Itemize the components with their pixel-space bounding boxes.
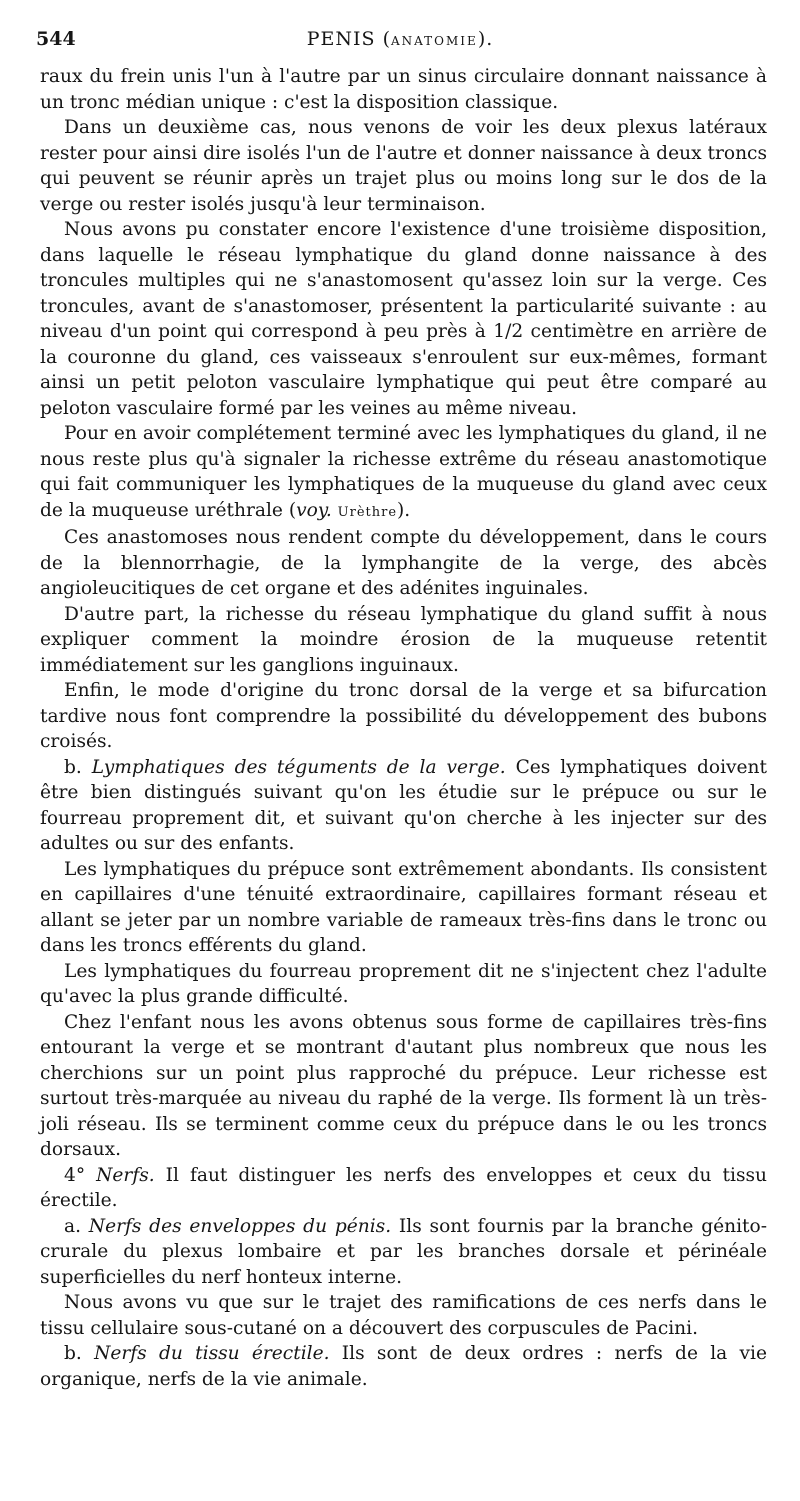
paragraph-3: Nous avons pu constater encore l'existence d'une troisième disposition, dans laquelle le réseau lymphatique du gland donne naissance à des troncules multiples qui ne s'anastomosent qu'assez loin sur la verge. Ces troncules, avant de s'anastomoser, présentent la particularité suivante : au niveau d'un point qui correspond à peu près à 1/2 centimètre en arrière de la couronne du gland, ces vaisseaux s'enroulent sur eux-mêmes, formant ainsi un petit peloton vasculaire lymphatique qui peut être comparé au peloton vasculaire formé par les veines au même niveau. — [40, 219, 767, 419]
paragraph-2: Dans un deuxième cas, nous venons de voir les deux plexus latéraux rester pour ainsi dire isolés l'un de l'autre et donner naissance à deux troncs qui peuvent se réunir après un trajet plus ou moins long sur le dos de la verge ou rester isolés jusqu'à leur terminaison. — [40, 117, 767, 215]
paragraph-11: Chez l'enfant nous les avons obtenus sous forme de capillaires très-fins entourant la verge et se montrant d'autant plus nombreux que nous les cherchions sur un point plus rapproché du prépuce. Leur richesse est surtout très-marquée au niveau du raphé de la verge. Ils forment là un très-joli réseau. Ils se terminent comme ceux du prépuce dans le ou les troncs dorsaux. — [40, 1011, 767, 1160]
section-label-4: 4° — [64, 1164, 97, 1186]
paragraph-7: Enfin, le mode d'origine du tronc dorsal de la verge et sa bifurcation tardive nous font comprendre la possibilité du développement des bubons croisés. — [40, 680, 767, 752]
section-heading-nerfs: Nerfs. — [96, 1164, 155, 1186]
section-label-b-lymph: b. — [64, 756, 82, 778]
paragraph-15-text: Ils sont de deux ordres : nerfs de la vie organique, nerfs de la vie animale. — [40, 1343, 768, 1390]
paragraph-4-end: ). — [397, 499, 411, 521]
paragraph-1: raux du frein unis l'un à l'autre par un sinus circulaire donnant naissance à un tronc médian unique : c'est la disposition classique. — [40, 66, 767, 113]
cross-reference-urethre: Urèthre — [337, 504, 398, 520]
paragraph-4 — [40, 421, 767, 525]
paragraph-4-voy: voy. — [296, 499, 332, 521]
running-title-section: ANATOMIE — [391, 34, 478, 48]
paragraph-8 — [40, 755, 767, 857]
paragraph-13-text: Ils sont fournis par la branche génito-crurale du plexus lombaire et par les branches dorsale et périnéale superficielles du nerf honteux interne. — [40, 1215, 767, 1288]
paragraph-5: Ces anastomoses nous rendent compte du développement, dans le cours de la blennorrhagie, de la lymphangite de la verge, des abcès angioleucitiques de cet organe et des adénites inguinales. — [40, 527, 767, 599]
section-heading-lymphatiques-teguments: Lymphatiques des téguments de la verge. — [91, 756, 506, 778]
section-heading-nerfs-tissu-erectile: Nerfs du tissu érectile. — [94, 1343, 330, 1364]
paragraph-8-text: Ces lymphatiques doivent être bien distingués suivant qu'on les étudie sur le prépuce ou sur le fourreau proprement dit, et suivant qu'on cherche à les injecter sur des adultes ou sur des enfants. — [40, 756, 767, 854]
running-header — [0, 28, 800, 58]
section-label-a-nerfs: a. — [64, 1215, 81, 1237]
paragraph-12 — [40, 1163, 767, 1214]
paragraph-10: Les lymphatiques du fourreau proprement dit ne s'injectent chez l'adulte qu'avec la plus grande difficulté. — [40, 960, 767, 1007]
section-label-b-nerfs: b. — [64, 1343, 82, 1364]
paragraph-9: Les lymphatiques du prépuce sont extrêmement abondants. Ils consistent en capillaires d'une ténuité extraordinaire, capillaires formant réseau et allant se jeter par un nombre variable de rameaux très-fins dans le tronc ou dans les troncs efférents du gland. — [40, 858, 767, 956]
paragraph-13 — [40, 1214, 767, 1291]
paragraph-14: Nous avons vu que sur le trajet des ramifications de ces nerfs dans le tissu cellulaire sous-cutané on a découvert des corpuscules de Pacini. — [40, 1292, 767, 1339]
body-text — [40, 64, 767, 1392]
paragraph-6: D'autre part, la richesse du réseau lymphatique du gland suffit à nous expliquer comment la moindre érosion de la muqueuse retentit immédiatement sur les ganglions inguinaux. — [40, 603, 767, 676]
page-number: 544 — [36, 28, 76, 50]
section-heading-nerfs-enveloppes: Nerfs des enveloppes du pénis. — [88, 1215, 392, 1237]
running-title-main: PENIS — [306, 28, 376, 50]
paragraph-12-text: Il faut distinguer les nerfs des enveloppes et ceux du tissu érectile. — [40, 1164, 767, 1211]
paragraph-15 — [40, 1341, 767, 1392]
paragraph-4-text: Pour en avoir complétement terminé avec les lymphatiques du gland, il ne nous reste plus qu'à signaler la richesse extrême du réseau anastomotique qui fait communiquer les lymphatiques de la muqueuse du gland avec ceux de la muqueuse uréthrale ( — [40, 423, 767, 521]
running-title: PENIS (ANATOMIE). — [306, 28, 494, 50]
